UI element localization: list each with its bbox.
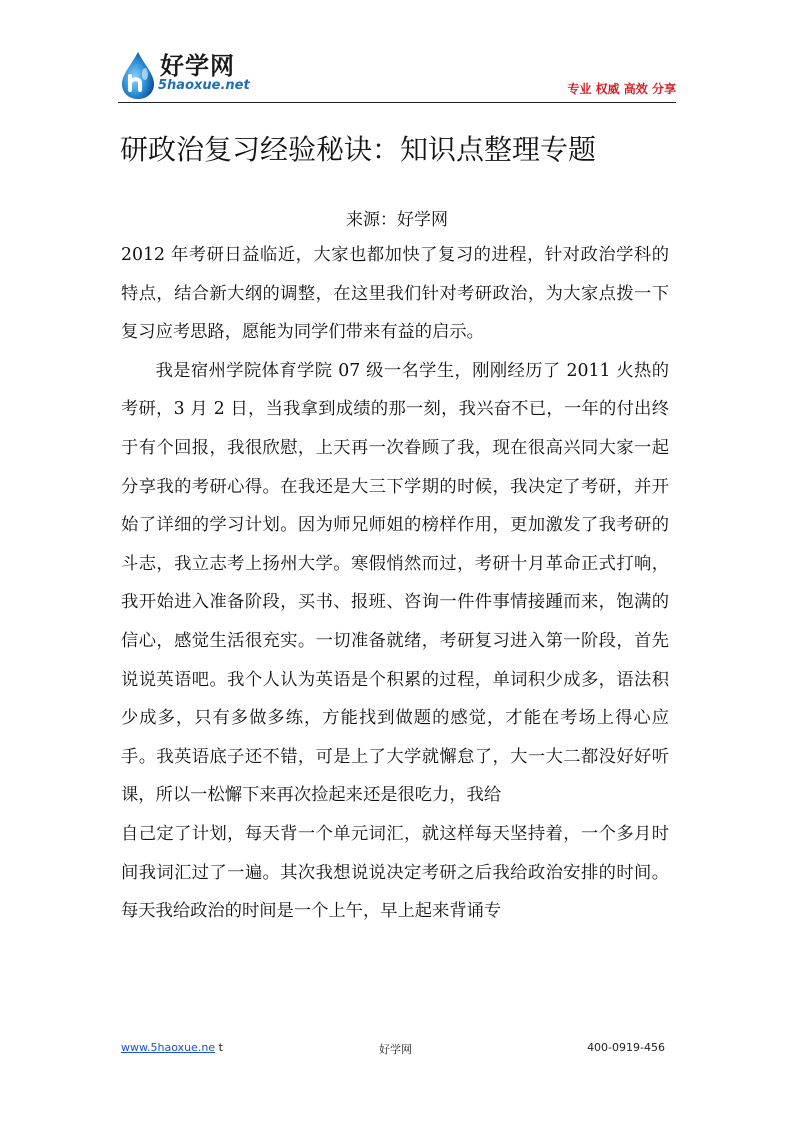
logo-chinese-name: 好学网	[160, 52, 235, 80]
article-body	[121, 236, 669, 931]
site-logo[interactable]	[118, 44, 268, 100]
page-footer	[121, 1041, 669, 1061]
paragraph-intro: 2012 年考研日益临近，大家也都加快了复习的进程，针对政治学科的特点，结合新大纲的调整，在这里我们针对考研政治，为大家点拨一下复习应考思路，愿能为同学们带来有益的启示。	[121, 245, 669, 343]
footer-url	[121, 1041, 223, 1054]
header-slogan: 专业 权威 高效 分享	[567, 82, 676, 96]
footer-url-tail: t	[215, 1041, 223, 1054]
document-title: 研政治复习经验秘诀：知识点整理专题	[120, 133, 597, 166]
footer-site-name: 好学网	[379, 1043, 412, 1056]
page-header	[118, 40, 676, 103]
footer-link[interactable]: www.5haoxue.ne	[121, 1041, 216, 1054]
paragraph-experience: 我是宿州学院体育学院 07 级一名学生，刚刚经历了 2011 火热的考研，3 月 2 日，当我拿到成绩的那一刻，我兴奋不已，一年的付出终于有个回报，我很欣慰，上天再一次眷顾了我，现在很高兴同大家一起分享我的考研心得。在我还是大三下学期的时候，我决定了考研，并开始了详细的学习计划。因为师兄师姐的榜样作用，更加激发了我考研的斗志，我立志考上扬州大学。寒假悄然而过，考研十月革命正式打响，我开始进入准备阶段，买书、报班、咨询一件件事情接踵而来，饱满的信心，感觉生活很充实。一切准备就绪，考研复习进入第一阶段，首先说说英语吧。我个人认为英语是个积累的过程，单词积少成多，语法积少成多，只有多做多练，方能找到做题的感觉，才能在考场上得心应手。我英语底子还不错，可是上了大学就懈怠了，大一大二都没好好听课，所以一松懈下来再次捡起来还是很吃力，我给	[121, 360, 669, 806]
footer-phone: 400-0919-456	[587, 1041, 665, 1054]
article-source: 来源：好学网	[346, 210, 448, 230]
logo-domain: 5haoxue.net	[158, 78, 250, 93]
paragraph-continued: 自己定了计划，每天背一个单元词汇，就这样每天坚持着，一个多月时间我词汇过了一遍。其次我想说说决定考研之后我给政治安排的时间。每天我给政治的时间是一个上午，早上起来背诵专	[121, 823, 669, 922]
water-drop-logo-icon	[118, 50, 158, 100]
